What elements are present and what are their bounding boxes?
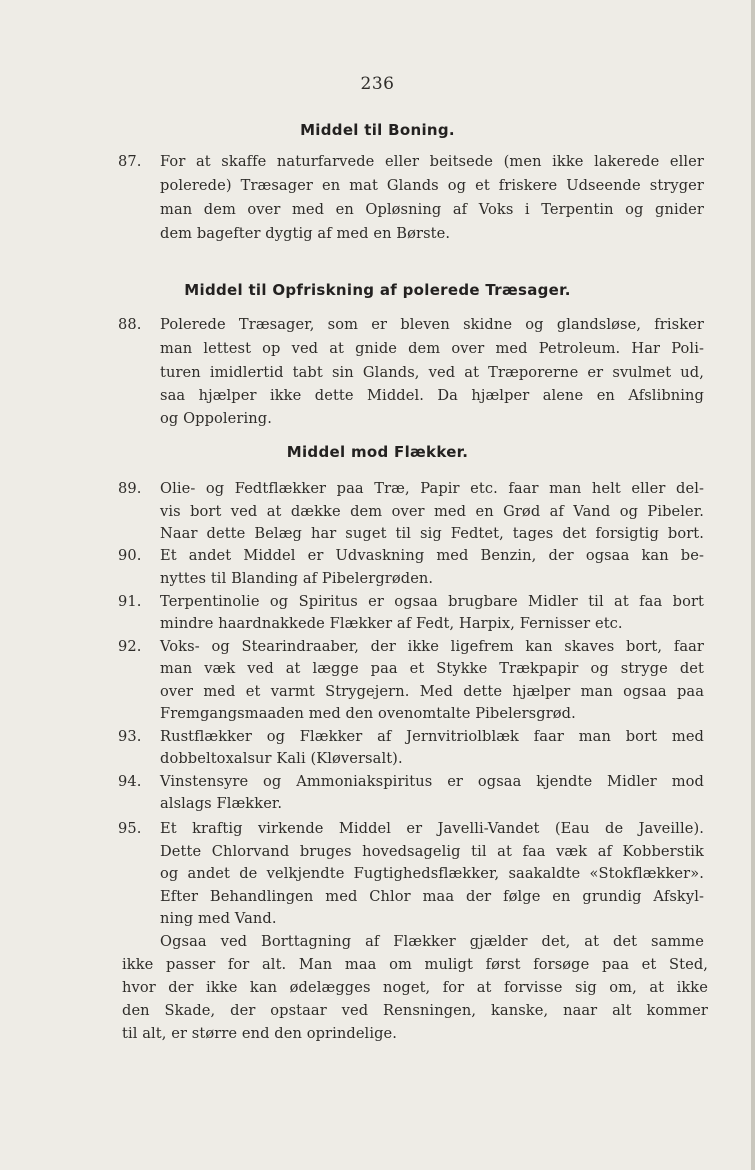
entry-93-line-2: dobbeltoxalsur Kali (Kløversalt).: [160, 750, 403, 767]
entry-88-line-1: Polerede Træsager, som er bleven skidne og glandsløse, frisker: [160, 316, 704, 333]
entry-92-line-2: man væk ved at lægge paa et Stykke Trækpapir og stryge det: [160, 660, 704, 677]
entry-94-line-1: Vinstensyre og Ammoniakspiritus er ogsaa kjendte Midler mod: [160, 773, 704, 790]
entry-88-line-4: saa hjælper ikke dette Middel. Da hjælper alene en Afslibning: [160, 387, 704, 404]
entry-87-line-2: polerede) Træsager en mat Glands og et friskere Udseende stryger: [160, 177, 704, 194]
entry-number-95: 95.: [118, 820, 142, 837]
entry-number-87: 87.: [118, 153, 142, 170]
page-number: 236: [360, 74, 395, 94]
entry-93-line-1: Rustflækker og Flækker af Jernvitriolblæk faar man bort med: [160, 728, 704, 745]
entry-number-89: 89.: [118, 480, 142, 497]
closing-line-4: den Skade, der opstaar ved Rensningen, kanske, naar alt kommer: [122, 1002, 708, 1019]
section-heading-boning: Middel til Boning.: [300, 121, 455, 139]
entry-92-line-1: Voks- og Stearindraaber, der ikke ligefrem kan skaves bort, faar: [160, 638, 704, 655]
page-edge: [751, 0, 755, 1170]
closing-line-5: til alt, er større end den oprindelige.: [122, 1025, 398, 1042]
entry-89-line-3: Naar dette Belæg har suget til sig Fedtet, tages det forsigtig bort.: [160, 525, 704, 542]
entry-number-88: 88.: [118, 316, 142, 333]
entry-90-line-1: Et andet Middel er Udvaskning med Benzin, der ogsaa kan be-: [160, 547, 704, 564]
closing-line-2: ikke passer for alt. Man maa om muligt først forsøge paa et Sted,: [122, 956, 708, 973]
entry-88-line-5: og Oppolering.: [160, 410, 272, 427]
entry-87-line-4: dem bagefter dygtig af med en Børste.: [160, 225, 451, 242]
closing-line-3: hvor der ikke kan ødelægges noget, for at forvisse sig om, at ikke: [122, 979, 708, 996]
entry-88-line-2: man lettest op ved at gnide dem over med Petroleum. Har Poli-: [160, 340, 704, 357]
entry-88-line-3: turen imidlertid tabt sin Glands, ved at Træporerne er svulmet ud,: [160, 364, 704, 381]
entry-87-line-1: For at skaffe naturfarvede eller beitsede (men ikke lakerede eller: [160, 153, 704, 170]
entry-number-93: 93.: [118, 728, 142, 745]
entry-91-line-2: mindre haardnakkede Flækker af Fedt, Harpix, Fernisser etc.: [160, 615, 623, 632]
entry-number-92: 92.: [118, 638, 142, 655]
entry-number-90: 90.: [118, 547, 142, 564]
entry-number-91: 91.: [118, 593, 142, 610]
entry-92-line-3: over med et varmt Strygejern. Med dette hjælper man ogsaa paa: [160, 683, 704, 700]
entry-89-line-2: vis bort ved at dække dem over med en Grød af Vand og Pibeler.: [160, 503, 704, 520]
entry-91-line-1: Terpentinolie og Spiritus er ogsaa brugbare Midler til at faa bort: [160, 593, 704, 610]
section-heading-flaekker: Middel mod Flækker.: [286, 443, 469, 461]
entry-89-line-1: Olie- og Fedtflækker paa Træ, Papir etc. faar man helt eller del-: [160, 480, 704, 497]
entry-95-line-3: og andet de velkjendte Fugtighedsflækker, saakaldte «Stokflækker».: [160, 865, 704, 882]
entry-95-line-4: Efter Behandlingen med Chlor maa der følge en grundig Afskyl-: [160, 888, 704, 905]
entry-95-line-5: ning med Vand.: [160, 910, 277, 927]
section-heading-opfriskning: Middel til Opfriskning af polerede Træsager.: [184, 281, 571, 299]
entry-number-94: 94.: [118, 773, 142, 790]
entry-90-line-2: nyttes til Blanding af Pibelergrøden.: [160, 570, 434, 587]
closing-line-1: Ogsaa ved Borttagning af Flækker gjælder det, at det samme: [160, 933, 704, 950]
entry-95-line-1: Et kraftig virkende Middel er Javelli-Vandet (Eau de Javeille).: [160, 820, 704, 837]
entry-94-line-2: alslags Flækker.: [160, 795, 283, 812]
entry-92-line-4: Fremgangsmaaden med den ovenomtalte Pibelersgrød.: [160, 705, 576, 722]
entry-87-line-3: man dem over med en Opløsning af Voks i Terpentin og gnider: [160, 201, 704, 218]
entry-95-line-2: Dette Chlorvand bruges hovedsagelig til at faa væk af Kobberstik: [160, 843, 704, 860]
